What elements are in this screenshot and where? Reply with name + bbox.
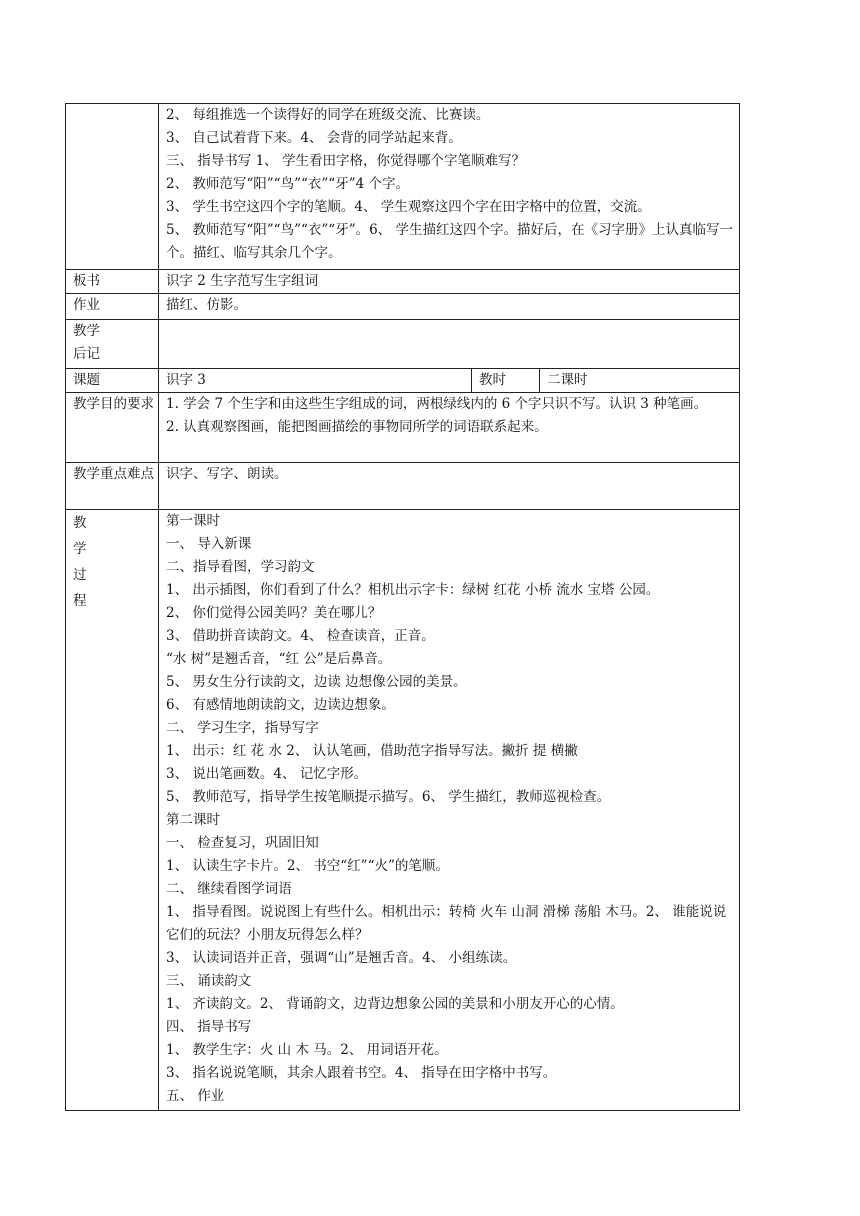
topic-content: 识字 3 <box>159 369 472 393</box>
process-label-char: 程 <box>73 593 87 609</box>
homework-row <box>66 294 740 320</box>
process-line: 3、 指名说说笔顺，其余人跟着书空。4、 指导在田字格中书写。 <box>166 1065 557 1081</box>
keypoints-label: 教学重点难点 <box>66 463 159 510</box>
process-line: 5、 男女生分行读韵文，边读 边想像公园的美景。 <box>166 674 467 690</box>
process-line: 3、 认读词语并正音，强调“山”是翘舌音。4、 小组练读。 <box>166 950 517 966</box>
process-line: 1、 指导看图。说说图上有些什么。相机出示：转椅 火车 山洞 滑梯 荡船 木马。2、 谁能说说它们的玩法？小朋友玩得怎么样？ <box>166 904 727 943</box>
afterthought-label-line2: 后记 <box>73 346 100 362</box>
process-label-cell <box>66 510 159 1111</box>
topic-row <box>66 369 740 393</box>
homework-content: 描红、仿影。 <box>159 294 740 320</box>
topic-label: 课题 <box>66 369 159 393</box>
continuation-label-cell <box>66 104 159 270</box>
process-line: 第二课时 <box>166 812 220 828</box>
process-line: 一、 检查复习，巩固旧知 <box>166 835 319 851</box>
goal-item: 1. 学会 7 个生字和由这些生字组成的词，两根绿线内的 6 个字只识不写。认识 3 种笔画。 <box>166 396 708 412</box>
process-line: 二、指导看图，学习韵文 <box>166 559 315 575</box>
process-line: “水 树”是翘舌音，“红 公”是后鼻音。 <box>166 651 392 667</box>
process-line: 2、 你们觉得公园美吗？美在哪儿？ <box>166 605 382 621</box>
continuation-content-cell <box>159 104 740 270</box>
process-line: 一、 导入新课 <box>166 536 252 552</box>
homework-label: 作业 <box>66 294 159 320</box>
continuation-line: 三、 指导书写 1、 学生看田字格，你觉得哪个字笔顺难写？ <box>166 153 525 169</box>
process-line: 1、 出示插图，你们看到了什么？相机出示字卡：绿树 红花 小桥 流水 宝塔 公园。 <box>166 582 660 598</box>
continuation-line: 3、 自己试着背下来。4、 会背的同学站起来背。 <box>166 130 462 146</box>
afterthought-label-line1: 教学 <box>73 323 100 339</box>
continuation-line: 2、 每组推选一个读得好的同学在班级交流、比赛读。 <box>166 107 490 123</box>
process-line: 三、 诵读韵文 <box>166 973 252 989</box>
process-label-char: 过 <box>73 567 87 583</box>
process-line: 1、 出示：红 花 水 2、 认认笔画，借助范字指导写法。撇折 提 横撇 <box>166 743 578 759</box>
hours-label: 教时 <box>472 369 540 393</box>
process-line: 1、 齐读韵文。2、 背诵韵文，边背边想象公园的美景和小朋友开心的心情。 <box>166 996 624 1012</box>
process-label-char: 教 <box>73 515 87 531</box>
process-line: 第一课时 <box>166 513 220 529</box>
keypoints-row <box>66 463 740 510</box>
process-line: 3、 说出笔画数。4、 记忆字形。 <box>166 766 368 782</box>
keypoints-content: 识字、写字、朗读。 <box>159 463 740 510</box>
goals-row <box>66 393 740 463</box>
process-content-cell <box>159 510 740 1111</box>
goals-label: 教学目的要求 <box>66 393 159 463</box>
process-line: 五、 作业 <box>166 1088 225 1104</box>
board-row <box>66 270 740 294</box>
continuation-line: 2、 教师范写“阳”“鸟”“衣”“牙”4 个字。 <box>166 176 409 192</box>
afterthought-row <box>66 320 740 369</box>
process-label-char: 学 <box>73 541 87 557</box>
process-line: 1、 认读生字卡片。2、 书空“红”“火”的笔顺。 <box>166 858 449 874</box>
continuation-line: 5、 教师范写“阳”“鸟”“衣”“牙”。6、 学生描红这四个字。描好后，在《习字册》上认真临写一个。描红、临写其余几个字。 <box>166 222 733 261</box>
goal-item: 2. 认真观察图画，能把图画描绘的事物同所学的词语联系起来。 <box>166 419 548 435</box>
board-content: 识字 2 生字范写生字组词 <box>159 270 740 294</box>
continuation-line: 3、 学生书空这四个字的笔顺。4、 学生观察这四个字在田字格中的位置，交流。 <box>166 199 651 215</box>
process-line: 3、 借助拼音读韵文。4、 检查读音，正音。 <box>166 628 435 644</box>
process-line: 6、 有感情地朗读韵文，边读边想象。 <box>166 697 395 713</box>
afterthought-content <box>159 320 740 369</box>
board-label: 板书 <box>66 270 159 294</box>
process-line: 二、 继续看图学词语 <box>166 881 292 897</box>
process-line: 二、 学习生字，指导写字 <box>166 720 319 736</box>
process-row <box>66 510 740 1111</box>
process-line: 1、 教学生字：火 山 木 马。2、 用词语开花。 <box>166 1042 448 1058</box>
process-line: 四、 指导书写 <box>166 1019 252 1035</box>
continuation-row <box>66 104 740 270</box>
lesson-plan-table <box>65 103 740 1111</box>
afterthought-label-cell <box>66 320 159 369</box>
goals-content <box>159 393 740 463</box>
process-line: 5、 教师范写，指导学生按笔顺提示描写。6、 学生描红，教师巡视检查。 <box>166 789 611 805</box>
hours-value: 二课时 <box>540 369 740 393</box>
